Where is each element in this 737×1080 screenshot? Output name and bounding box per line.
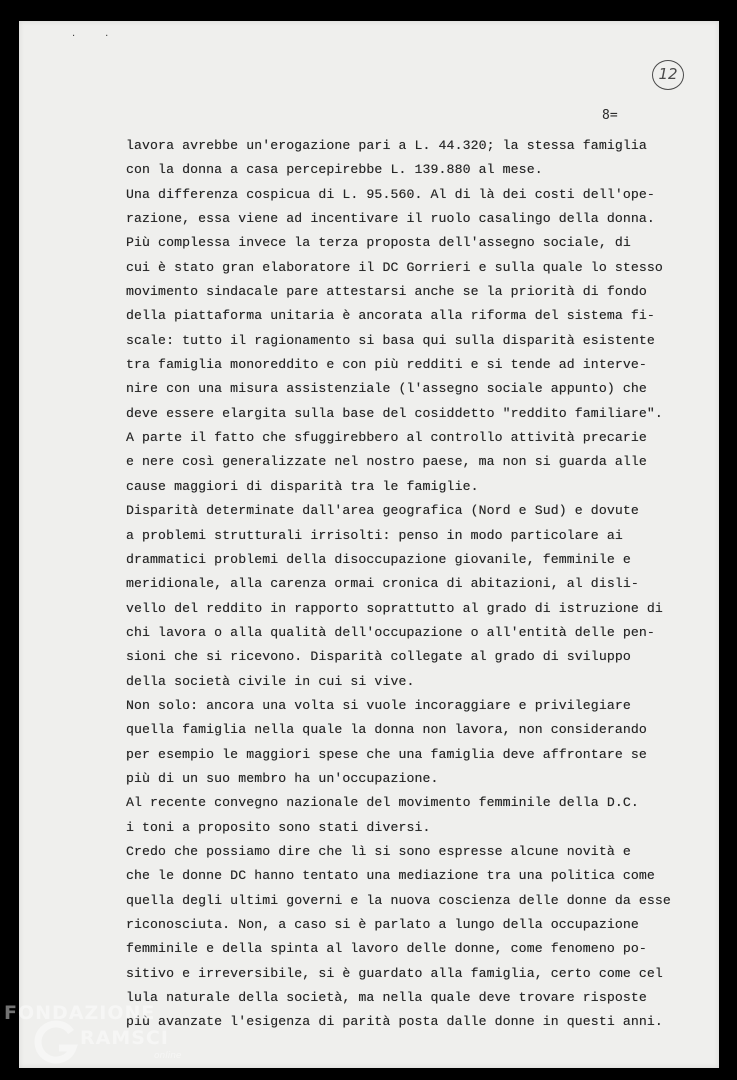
text-line: della piattaforma unitaria è ancorata alla riforma del sistema fi- <box>126 308 655 324</box>
text-line: cui è stato gran elaboratore il DC Gorrieri e sulla quale lo stesso <box>126 259 663 275</box>
text-line: Una differenza cospicua di L. 95.560. Al di là dei costi dell'ope- <box>126 186 655 202</box>
text-line: i toni a proposito sono stati diversi. <box>126 819 431 835</box>
text-line: con la donna a casa percepirebbe L. 139.880 al mese. <box>126 162 543 178</box>
text-line: nire con una misura assistenziale (l'assegno sociale appunto) che <box>126 381 647 397</box>
text-line: Non solo: ancora una volta si vuole incoraggiare e privilegiare <box>126 697 631 713</box>
text-line: più di un suo membro ha un'occupazione. <box>126 770 439 786</box>
page-number: 8= <box>602 108 618 123</box>
text-line: tra famiglia monoreddito e con più redditi e si tende ad interve- <box>126 357 647 373</box>
watermark-logo <box>4 1000 204 1080</box>
text-line: più avanzate l'esigenza di parità posta dalle donne in questi anni. <box>126 1014 663 1030</box>
text-line: Più complessa invece la terza proposta dell'assegno sociale, di <box>126 235 631 251</box>
text-line: della società civile in cui si vive. <box>126 673 415 689</box>
watermark-line-1: FONDAZIONE <box>4 1002 156 1024</box>
punch-marks: ·· <box>72 31 139 42</box>
text-line: sitivo e irreversibile, si è guardato alla famiglia, certo come cel <box>126 965 663 981</box>
text-line: Disparità determinate dall'area geografica (Nord e Sud) e dovute <box>126 503 639 519</box>
text-line: Credo che possiamo dire che lì si sono espresse alcune novità e <box>126 843 631 859</box>
text-line: a problemi strutturali irrisolti: penso in modo particolare ai <box>126 527 623 543</box>
text-line: A parte il fatto che sfuggirebbero al controllo attività precarie <box>126 430 647 446</box>
text-line: lavora avrebbe un'erogazione pari a L. 44.320; la stessa famiglia <box>126 138 647 153</box>
text-line: razione, essa viene ad incentivare il ruolo casalingo della donna. <box>126 211 655 227</box>
text-line: vello del reddito in rapporto soprattutto al grado di istruzione di <box>126 600 663 616</box>
text-line: Al recente convegno nazionale del movimento femminile della D.C. <box>126 795 639 811</box>
text-line: che le donne DC hanno tentato una mediazione tra una politica come <box>126 868 655 884</box>
text-line: quella famiglia nella quale la donna non lavora, non considerando <box>126 722 647 738</box>
text-line: scale: tutto il ragionamento si basa qui sulla disparità esistente <box>126 332 655 348</box>
watermark-suffix: online <box>154 1051 182 1061</box>
text-line: lula naturale della società, ma nella quale deve trovare risposte <box>126 990 647 1006</box>
text-line: chi lavora o alla qualità dell'occupazione o all'entità delle pen- <box>126 624 655 640</box>
text-line: riconosciuta. Non, a caso si è parlato a lungo della occupazione <box>126 917 639 932</box>
text-line: cause maggiori di disparità tra le famiglie. <box>126 478 479 494</box>
watermark-line-2: RAMSCI <box>80 1027 169 1049</box>
text-line: sioni che si ricevono. Disparità collegate al grado di sviluppo <box>126 649 631 665</box>
text-line: femminile e della spinta al lavoro delle donne, come fenomeno po- <box>126 941 647 957</box>
text-line: drammatici problemi della disoccupazione giovanile, femminile e <box>126 551 631 567</box>
text-line: per esempio le maggiori spese che una famiglia deve affrontare se <box>126 746 647 762</box>
text-line: quella degli ultimi governi e la nuova coscienza delle donne da esse <box>126 892 671 908</box>
folio-stamp: 12 <box>652 60 684 90</box>
text-line: meridionale, alla carenza ormai cronica di abitazioni, al disli- <box>126 576 639 592</box>
text-line: deve essere elargita sulla base del cosiddetto "reddito familiare". <box>126 405 663 421</box>
typewritten-text <box>126 134 686 1035</box>
text-line: movimento sindacale pare attestarsi anche se la priorità di fondo <box>126 284 647 300</box>
text-line: e nere così generalizzate nel nostro paese, ma non si guarda alle <box>126 454 647 470</box>
gramsci-g-icon <box>31 1018 81 1068</box>
